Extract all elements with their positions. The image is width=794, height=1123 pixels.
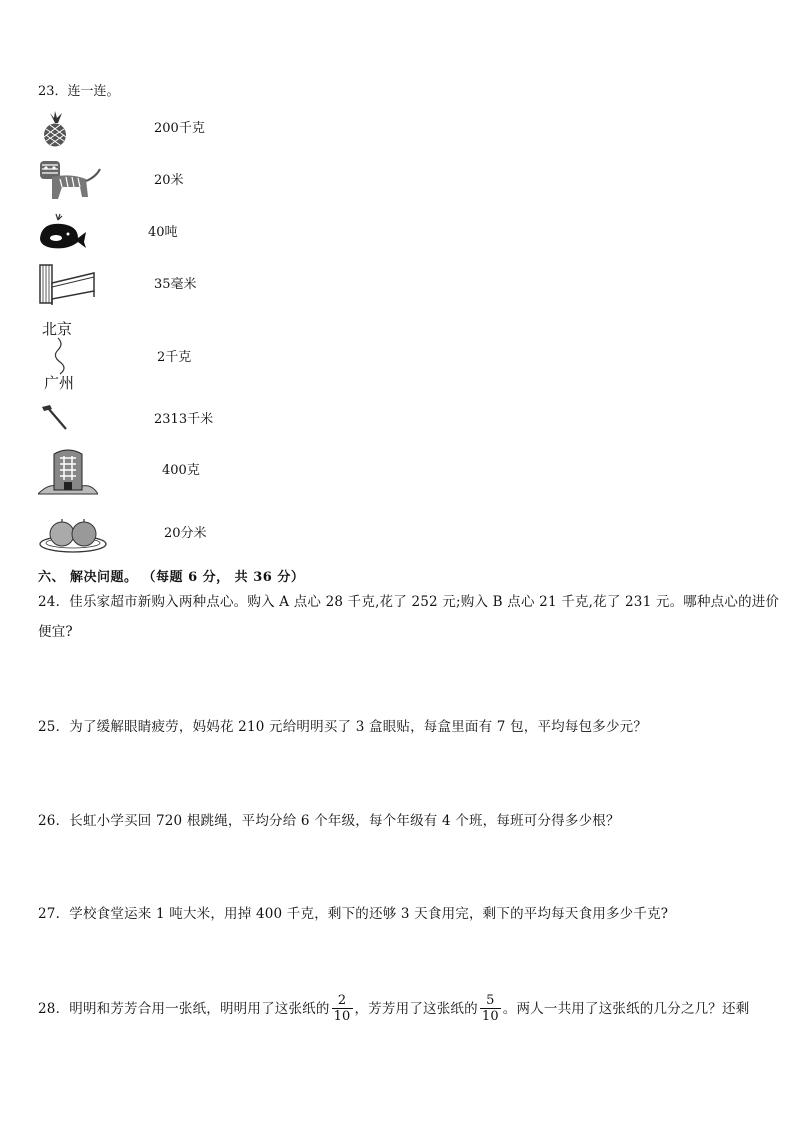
q28-part1: 28．明明和芳芳合用一张纸，明明用了这张纸的 [38, 1000, 330, 1017]
q23-label-5: 2千克 [157, 350, 192, 365]
fruit-plate-icon [38, 514, 108, 554]
q23-label-7: 400克 [162, 463, 200, 478]
q23-label-6: 2313千米 [154, 412, 214, 427]
q28-part3: 。两人一共用了这张纸的几分之几？还剩 [502, 1000, 750, 1017]
q28-fraction-2 [480, 993, 501, 1024]
q24-line1: 24．佳乐家超市新购入两种点心。购入 A 点心 28 千克,花了 252 元;购入 B 点心 21 千克,花了 231 元。哪种点心的进价 [38, 594, 780, 610]
q26-text: 26．长虹小学买回 720 根跳绳，平均分给 6 个年级，每个年级有 4 个班，每班可分得多少根？ [38, 813, 620, 829]
building-icon [38, 444, 98, 496]
q24-line2: 便宜? [38, 624, 73, 640]
section-six-heading: 六、 解决问题。 （每题 6 分， 共 36 分） [38, 570, 305, 585]
bed-icon [38, 261, 96, 307]
map-label-guangzhou: 广州 [44, 374, 75, 392]
q27-text: 27．学校食堂运来 1 吨大米，用掉 400 千克，剩下的还够 3 天食用完，剩下的平均每天食用多少千克? [38, 906, 669, 922]
q23-title: 23．连一连。 [38, 84, 120, 99]
q28-fraction-1 [332, 993, 353, 1024]
q23-label-8: 20分米 [164, 526, 207, 541]
whale-icon [38, 212, 88, 252]
map-route-icon [40, 318, 84, 394]
q23-label-3: 40吨 [148, 225, 178, 240]
q23-label-1: 200千克 [154, 121, 205, 136]
q28-fraction-2-numerator: 5 [486, 993, 495, 1008]
tiger-icon [38, 157, 102, 205]
q23-label-2: 20米 [154, 173, 184, 188]
nail-icon [40, 403, 68, 431]
q23-label-4: 35毫米 [154, 277, 197, 292]
pineapple-icon [38, 111, 72, 147]
q28-fraction-1-denominator: 10 [333, 1009, 351, 1024]
map-label-beijing: 北京 [42, 320, 73, 338]
q28-fraction-2-denominator: 10 [481, 1009, 499, 1024]
q28-part2: ，芳芳用了这张纸的 [354, 1000, 478, 1017]
q28-fraction-1-numerator: 2 [337, 993, 347, 1008]
q25-text: 25．为了缓解眼睛疲劳，妈妈花 210 元给明明买了 3 盒眼贴，每盒里面有 7 包，平均每包多少元？ [38, 719, 648, 735]
q28-line [38, 993, 749, 1024]
